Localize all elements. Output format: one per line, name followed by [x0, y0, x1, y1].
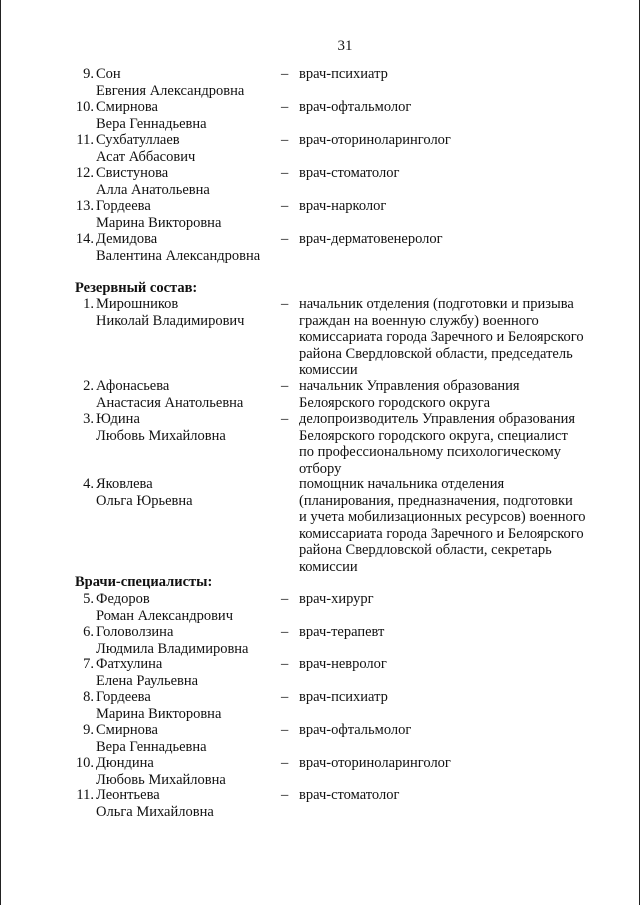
role-line: района Свердловской области, председатель [299, 345, 573, 362]
role-dash: – [281, 722, 289, 738]
role-line: делопроизводитель Управления образования [299, 411, 576, 427]
role-line: района Свердловской области, секретарь [299, 542, 552, 558]
role-description: врач-терапевт [299, 624, 385, 640]
reserve-section-title: Резервный состав: [75, 280, 198, 296]
role-description [299, 378, 609, 411]
person-name [96, 296, 289, 329]
role-line: и учета мобилизационных ресурсов) военного [299, 509, 586, 525]
surname: Сон [96, 66, 121, 82]
person-name [96, 66, 289, 99]
person-name [96, 624, 289, 657]
item-number: 7. [83, 656, 94, 672]
given-names: Ольга Михайловна [96, 803, 214, 820]
role-dash: – [281, 198, 289, 214]
left-scan-edge [0, 0, 1, 905]
item-number: 10. [75, 99, 94, 115]
role-line: по профессиональному психологическому [299, 444, 562, 460]
role-description: врач-хирург [299, 591, 374, 607]
surname: Леонтьева [96, 787, 160, 803]
person-name [96, 132, 289, 165]
surname: Головолзина [96, 624, 174, 640]
role-description: врач-стоматолог [299, 787, 400, 803]
surname: Афонасьева [96, 378, 170, 394]
given-names: Елена Раульевна [96, 672, 199, 689]
given-names: Вера Геннадьевна [96, 115, 207, 132]
role-dash: – [281, 787, 289, 803]
person-name [96, 689, 289, 722]
role-dash: – [281, 231, 289, 247]
role-description: врач-невролог [299, 656, 387, 672]
given-names: Ольга Юрьевна [96, 492, 193, 509]
role-dash: – [281, 656, 289, 672]
role-line: комиссии [299, 558, 358, 575]
role-line: комиссии [299, 362, 358, 378]
person-name [96, 198, 289, 231]
role-dash: – [281, 624, 289, 640]
surname: Фатхулина [96, 656, 163, 672]
item-number: 9. [83, 722, 94, 738]
role-description: врач-оториноларинголог [299, 755, 451, 771]
surname: Демидова [96, 231, 158, 247]
role-description: врач-стоматолог [299, 165, 400, 181]
role-dash: – [281, 755, 289, 771]
surname: Мирошников [96, 296, 179, 312]
surname: Сухбатуллаев [96, 132, 180, 148]
item-number: 6. [83, 624, 94, 640]
given-names: Людмила Владимировна [96, 640, 249, 657]
person-name [96, 755, 289, 788]
given-names: Роман Александрович [96, 607, 233, 624]
person-name [96, 722, 289, 755]
specialists-section-title: Врачи-специалисты: [75, 574, 213, 590]
role-description: врач-дерматовенеролог [299, 231, 443, 247]
item-number: 3. [83, 411, 94, 427]
role-dash: – [281, 165, 289, 181]
person-name [96, 378, 289, 411]
person-name [96, 656, 289, 689]
surname: Свистунова [96, 165, 169, 181]
item-number: 4. [83, 476, 94, 492]
role-line: помощник начальника отделения [299, 476, 505, 492]
role-dash: – [281, 689, 289, 705]
role-dash: – [281, 411, 289, 427]
given-names: Анастасия Анатольевна [96, 394, 244, 411]
role-description: врач-офтальмолог [299, 99, 412, 115]
item-number: 10. [75, 755, 94, 771]
role-dash: – [281, 66, 289, 82]
item-number: 14. [75, 231, 94, 247]
given-names: Валентина Александровна [96, 247, 261, 264]
role-line: Белоярского городского округа, специалист [299, 427, 568, 444]
given-names: Марина Викторовна [96, 214, 222, 231]
given-names: Любовь Михайловна [96, 427, 226, 444]
surname: Яковлева [96, 476, 153, 492]
surname: Юдина [96, 411, 140, 427]
role-line: комиссариата города Заречного и Белоярского [299, 525, 584, 542]
person-name [96, 787, 289, 820]
item-number: 5. [83, 591, 94, 607]
item-number: 2. [83, 378, 94, 394]
role-line: отбору [299, 460, 342, 477]
role-description: врач-оториноларинголог [299, 132, 451, 148]
role-dash: – [281, 99, 289, 115]
role-description: врач-психиатр [299, 689, 388, 705]
role-line: начальник Управления образования [299, 378, 520, 394]
role-description [299, 411, 609, 477]
role-dash: – [281, 296, 289, 312]
given-names: Николай Владимирович [96, 312, 245, 329]
role-description: врач-офтальмолог [299, 722, 412, 738]
item-number: 8. [83, 689, 94, 705]
surname: Дюндина [96, 755, 154, 771]
given-names: Любовь Михайловна [96, 771, 226, 788]
role-line: Белоярского городского округа [299, 394, 491, 411]
person-name [96, 231, 289, 264]
surname: Смирнова [96, 722, 158, 738]
surname: Федоров [96, 591, 150, 607]
role-description [299, 296, 609, 379]
role-dash: – [281, 591, 289, 607]
person-name [96, 411, 289, 444]
role-line: (планирования, предназначения, подготовки [299, 492, 573, 509]
surname: Гордеева [96, 198, 151, 214]
given-names: Евгения Александровна [96, 82, 245, 99]
person-name [96, 476, 286, 509]
page-number: 31 [337, 38, 353, 54]
item-number: 11. [76, 787, 94, 803]
given-names: Алла Анатольевна [96, 181, 210, 198]
person-name [96, 99, 289, 132]
role-dash: – [281, 378, 289, 394]
role-line: начальник отделения (подготовки и призыва [299, 296, 574, 312]
role-description [299, 476, 609, 575]
item-number: 13. [75, 198, 94, 214]
role-dash: – [281, 132, 289, 148]
role-line: граждан на военную службу) военного [299, 312, 539, 329]
given-names: Асат Аббасович [96, 148, 196, 165]
person-name [96, 165, 289, 198]
surname: Гордеева [96, 689, 151, 705]
person-name [96, 591, 289, 624]
surname: Смирнова [96, 99, 158, 115]
role-description: врач-нарколог [299, 198, 387, 214]
item-number: 9. [83, 66, 94, 82]
item-number: 1. [83, 296, 94, 312]
given-names: Вера Геннадьевна [96, 738, 207, 755]
role-description: врач-психиатр [299, 66, 388, 82]
given-names: Марина Викторовна [96, 705, 222, 722]
role-line: комиссариата города Заречного и Белоярского [299, 329, 584, 345]
item-number: 11. [76, 132, 94, 148]
item-number: 12. [75, 165, 94, 181]
